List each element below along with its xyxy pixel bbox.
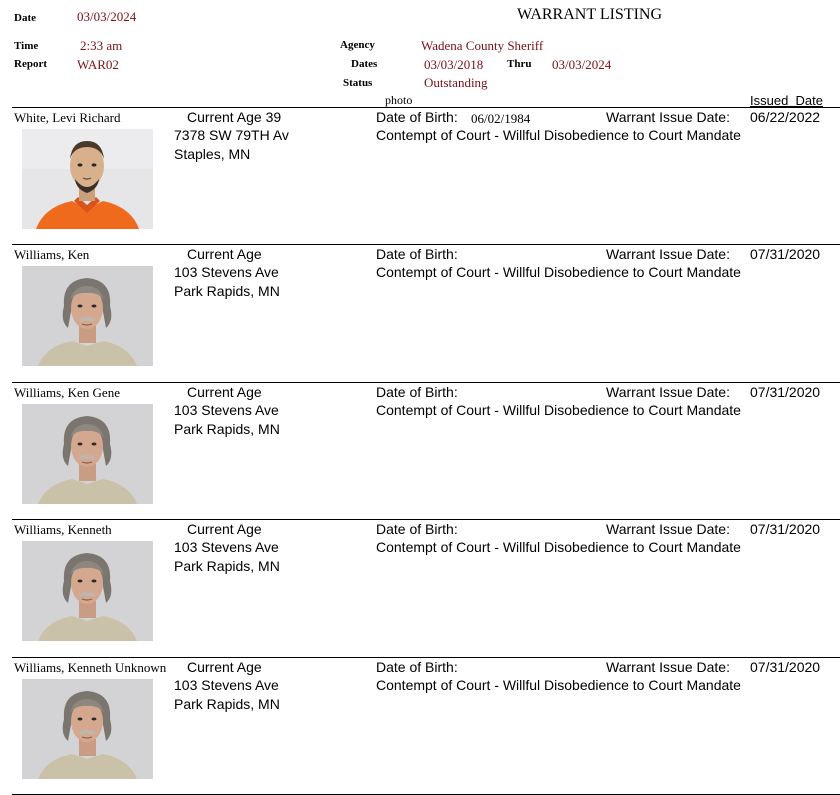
address-street: 103 Stevens Ave bbox=[174, 676, 279, 693]
time-label: Time bbox=[14, 40, 39, 52]
mugshot bbox=[22, 679, 153, 779]
status-value: Outstanding bbox=[424, 75, 488, 90]
warrant-record bbox=[0, 382, 840, 519]
dob-label: Date of Birth: bbox=[376, 246, 458, 263]
address-street: 103 Stevens Ave bbox=[174, 264, 279, 281]
mugshot-photo bbox=[22, 129, 153, 229]
report-label: Report bbox=[14, 58, 47, 70]
mugshot-photo bbox=[22, 404, 153, 504]
person-name: Williams, Ken bbox=[14, 247, 90, 263]
mugshot-photo bbox=[22, 541, 153, 641]
warrant-record bbox=[0, 657, 840, 794]
mugshot-photo bbox=[22, 266, 153, 366]
report-code: WAR02 bbox=[77, 57, 119, 72]
dob-label: Date of Birth: bbox=[376, 521, 458, 538]
charge-description: Contempt of Court - Willful Disobedience to Court Mandate bbox=[376, 401, 741, 418]
current-age: Current Age 39 bbox=[187, 109, 282, 125]
address-city: Staples, MN bbox=[174, 146, 251, 162]
issued-date: 07/31/2020 bbox=[750, 521, 821, 538]
current-age: Current Age bbox=[187, 246, 262, 263]
dob-label: Date of Birth: bbox=[376, 109, 458, 125]
person-name: Williams, Kenneth Unknown bbox=[14, 659, 167, 675]
report-time: 2:33 am bbox=[80, 38, 123, 53]
charge-description: Contempt of Court - Willful Disobedience to Court Mandate bbox=[376, 676, 741, 693]
issued-date: 07/31/2020 bbox=[750, 383, 821, 400]
charge-description: Contempt of Court - Willful Disobedience to Court Mandate bbox=[376, 539, 741, 556]
mugshot bbox=[22, 266, 153, 366]
person-name: White, Levi Richard bbox=[14, 110, 121, 125]
warrant-issue-label: Warrant Issue Date: bbox=[606, 521, 730, 538]
charge-description: Contempt of Court - Willful Disobedience to Court Mandate bbox=[376, 127, 741, 143]
address-street: 103 Stevens Ave bbox=[174, 401, 279, 418]
agency-value: Wadena County Sheriff bbox=[421, 38, 544, 53]
dates-thru: 03/03/2024 bbox=[552, 57, 612, 72]
thru-label: Thru bbox=[507, 58, 532, 70]
dates-label: Dates bbox=[351, 58, 378, 70]
current-age: Current Age bbox=[187, 521, 262, 538]
mugshot bbox=[22, 129, 153, 229]
issued-date: 06/22/2022 bbox=[750, 109, 821, 125]
dob-label: Date of Birth: bbox=[376, 658, 458, 675]
report-date: 03/03/2024 bbox=[77, 9, 137, 24]
address-street: 103 Stevens Ave bbox=[174, 539, 279, 556]
warrant-issue-label: Warrant Issue Date: bbox=[606, 383, 730, 400]
issued-date: 07/31/2020 bbox=[750, 658, 821, 675]
address-city: Park Rapids, MN bbox=[174, 420, 280, 437]
mugshot-photo bbox=[22, 679, 153, 779]
report-title: WARRANT LISTING bbox=[517, 6, 663, 23]
address-city: Park Rapids, MN bbox=[174, 695, 280, 712]
warrant-record bbox=[0, 107, 840, 244]
agency-label: Agency bbox=[340, 39, 375, 51]
warrant-issue-label: Warrant Issue Date: bbox=[606, 246, 730, 263]
person-name: Williams, Kenneth bbox=[14, 522, 112, 538]
photo-column-header: photo bbox=[385, 93, 413, 107]
dob-value: 06/02/1984 bbox=[471, 111, 531, 126]
dates-from: 03/03/2018 bbox=[424, 57, 484, 72]
address-city: Park Rapids, MN bbox=[174, 558, 280, 575]
person-name: Williams, Ken Gene bbox=[14, 384, 120, 400]
charge-description: Contempt of Court - Willful Disobedience to Court Mandate bbox=[376, 264, 741, 281]
warrant-record bbox=[0, 244, 840, 381]
warrant-record bbox=[0, 519, 840, 656]
address-street: 7378 SW 79TH Av bbox=[174, 127, 289, 143]
warrant-issue-label: Warrant Issue Date: bbox=[606, 109, 730, 125]
address-city: Park Rapids, MN bbox=[174, 283, 280, 300]
issued-date: 07/31/2020 bbox=[750, 246, 821, 263]
current-age: Current Age bbox=[187, 383, 262, 400]
dob-label: Date of Birth: bbox=[376, 383, 458, 400]
mugshot bbox=[22, 404, 153, 504]
warrant-issue-label: Warrant Issue Date: bbox=[606, 658, 730, 675]
current-age: Current Age bbox=[187, 658, 262, 675]
issued-column-header: Issued Date bbox=[750, 93, 824, 108]
date-label: Date bbox=[14, 12, 36, 24]
status-label: Status bbox=[343, 77, 373, 89]
mugshot bbox=[22, 541, 153, 641]
